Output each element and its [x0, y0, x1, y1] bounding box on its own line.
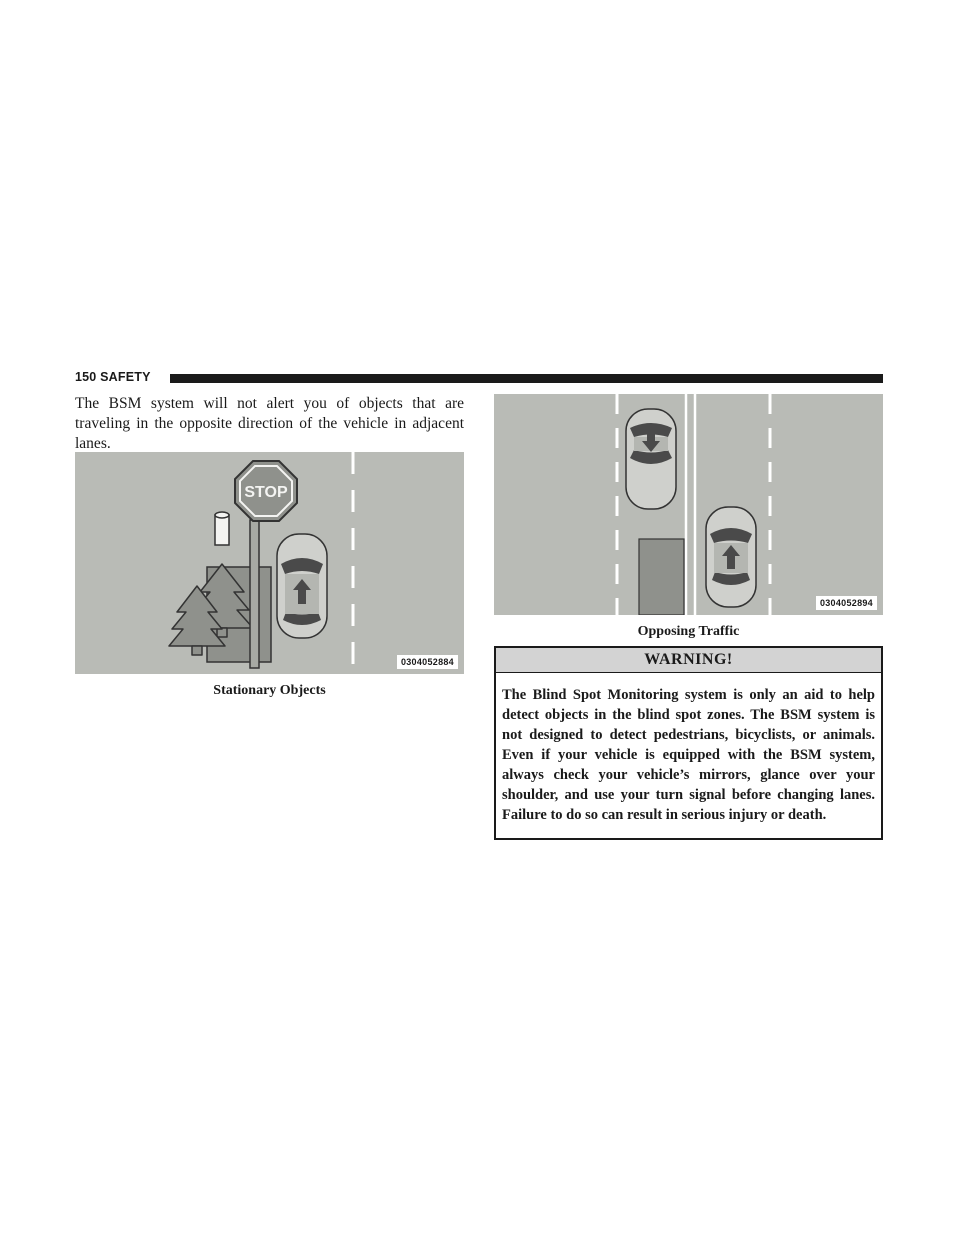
stop-sign-text: STOP — [244, 484, 288, 501]
car-icon — [277, 534, 327, 638]
warning-box — [494, 646, 883, 840]
opposing-traffic-illustration — [494, 394, 883, 615]
warning-body: The Blind Spot Monitoring system is only an aid to help detect objects in the blind spot zones. The BSM system is not designed to detect pedestrians, bicyclists, or animals. Even if your vehicle is equipped with the BSM system, always check your vehicle’s mirrors, glance over your shoulder, and use your turn signal before changing lanes. Failure to do so can result in serious injury or death. — [502, 687, 875, 823]
figure-caption: Stationary Objects — [213, 683, 326, 698]
page-number-section: 150 SAFETY — [75, 370, 151, 384]
figure-caption: Opposing Traffic — [637, 624, 740, 639]
bollard-icon — [215, 512, 229, 545]
figure-code: 0304052884 — [397, 655, 458, 669]
car-icon — [626, 409, 676, 509]
stationary-objects-drawing — [75, 452, 464, 674]
header-rule — [170, 374, 883, 383]
blind-spot-zone — [639, 539, 684, 615]
sign-pole — [250, 520, 259, 668]
opposing-traffic-drawing — [494, 394, 883, 615]
intro-paragraph: The BSM system will not alert you of objects that are traveling in the opposite direction of the vehicle in adjacent lanes. — [75, 395, 464, 452]
stop-sign-icon — [235, 461, 297, 521]
stationary-objects-illustration — [75, 452, 464, 674]
warning-title: WARNING! — [496, 648, 881, 673]
car-icon — [706, 507, 756, 607]
page-header — [75, 372, 883, 384]
figure-code: 0304052894 — [816, 596, 877, 610]
